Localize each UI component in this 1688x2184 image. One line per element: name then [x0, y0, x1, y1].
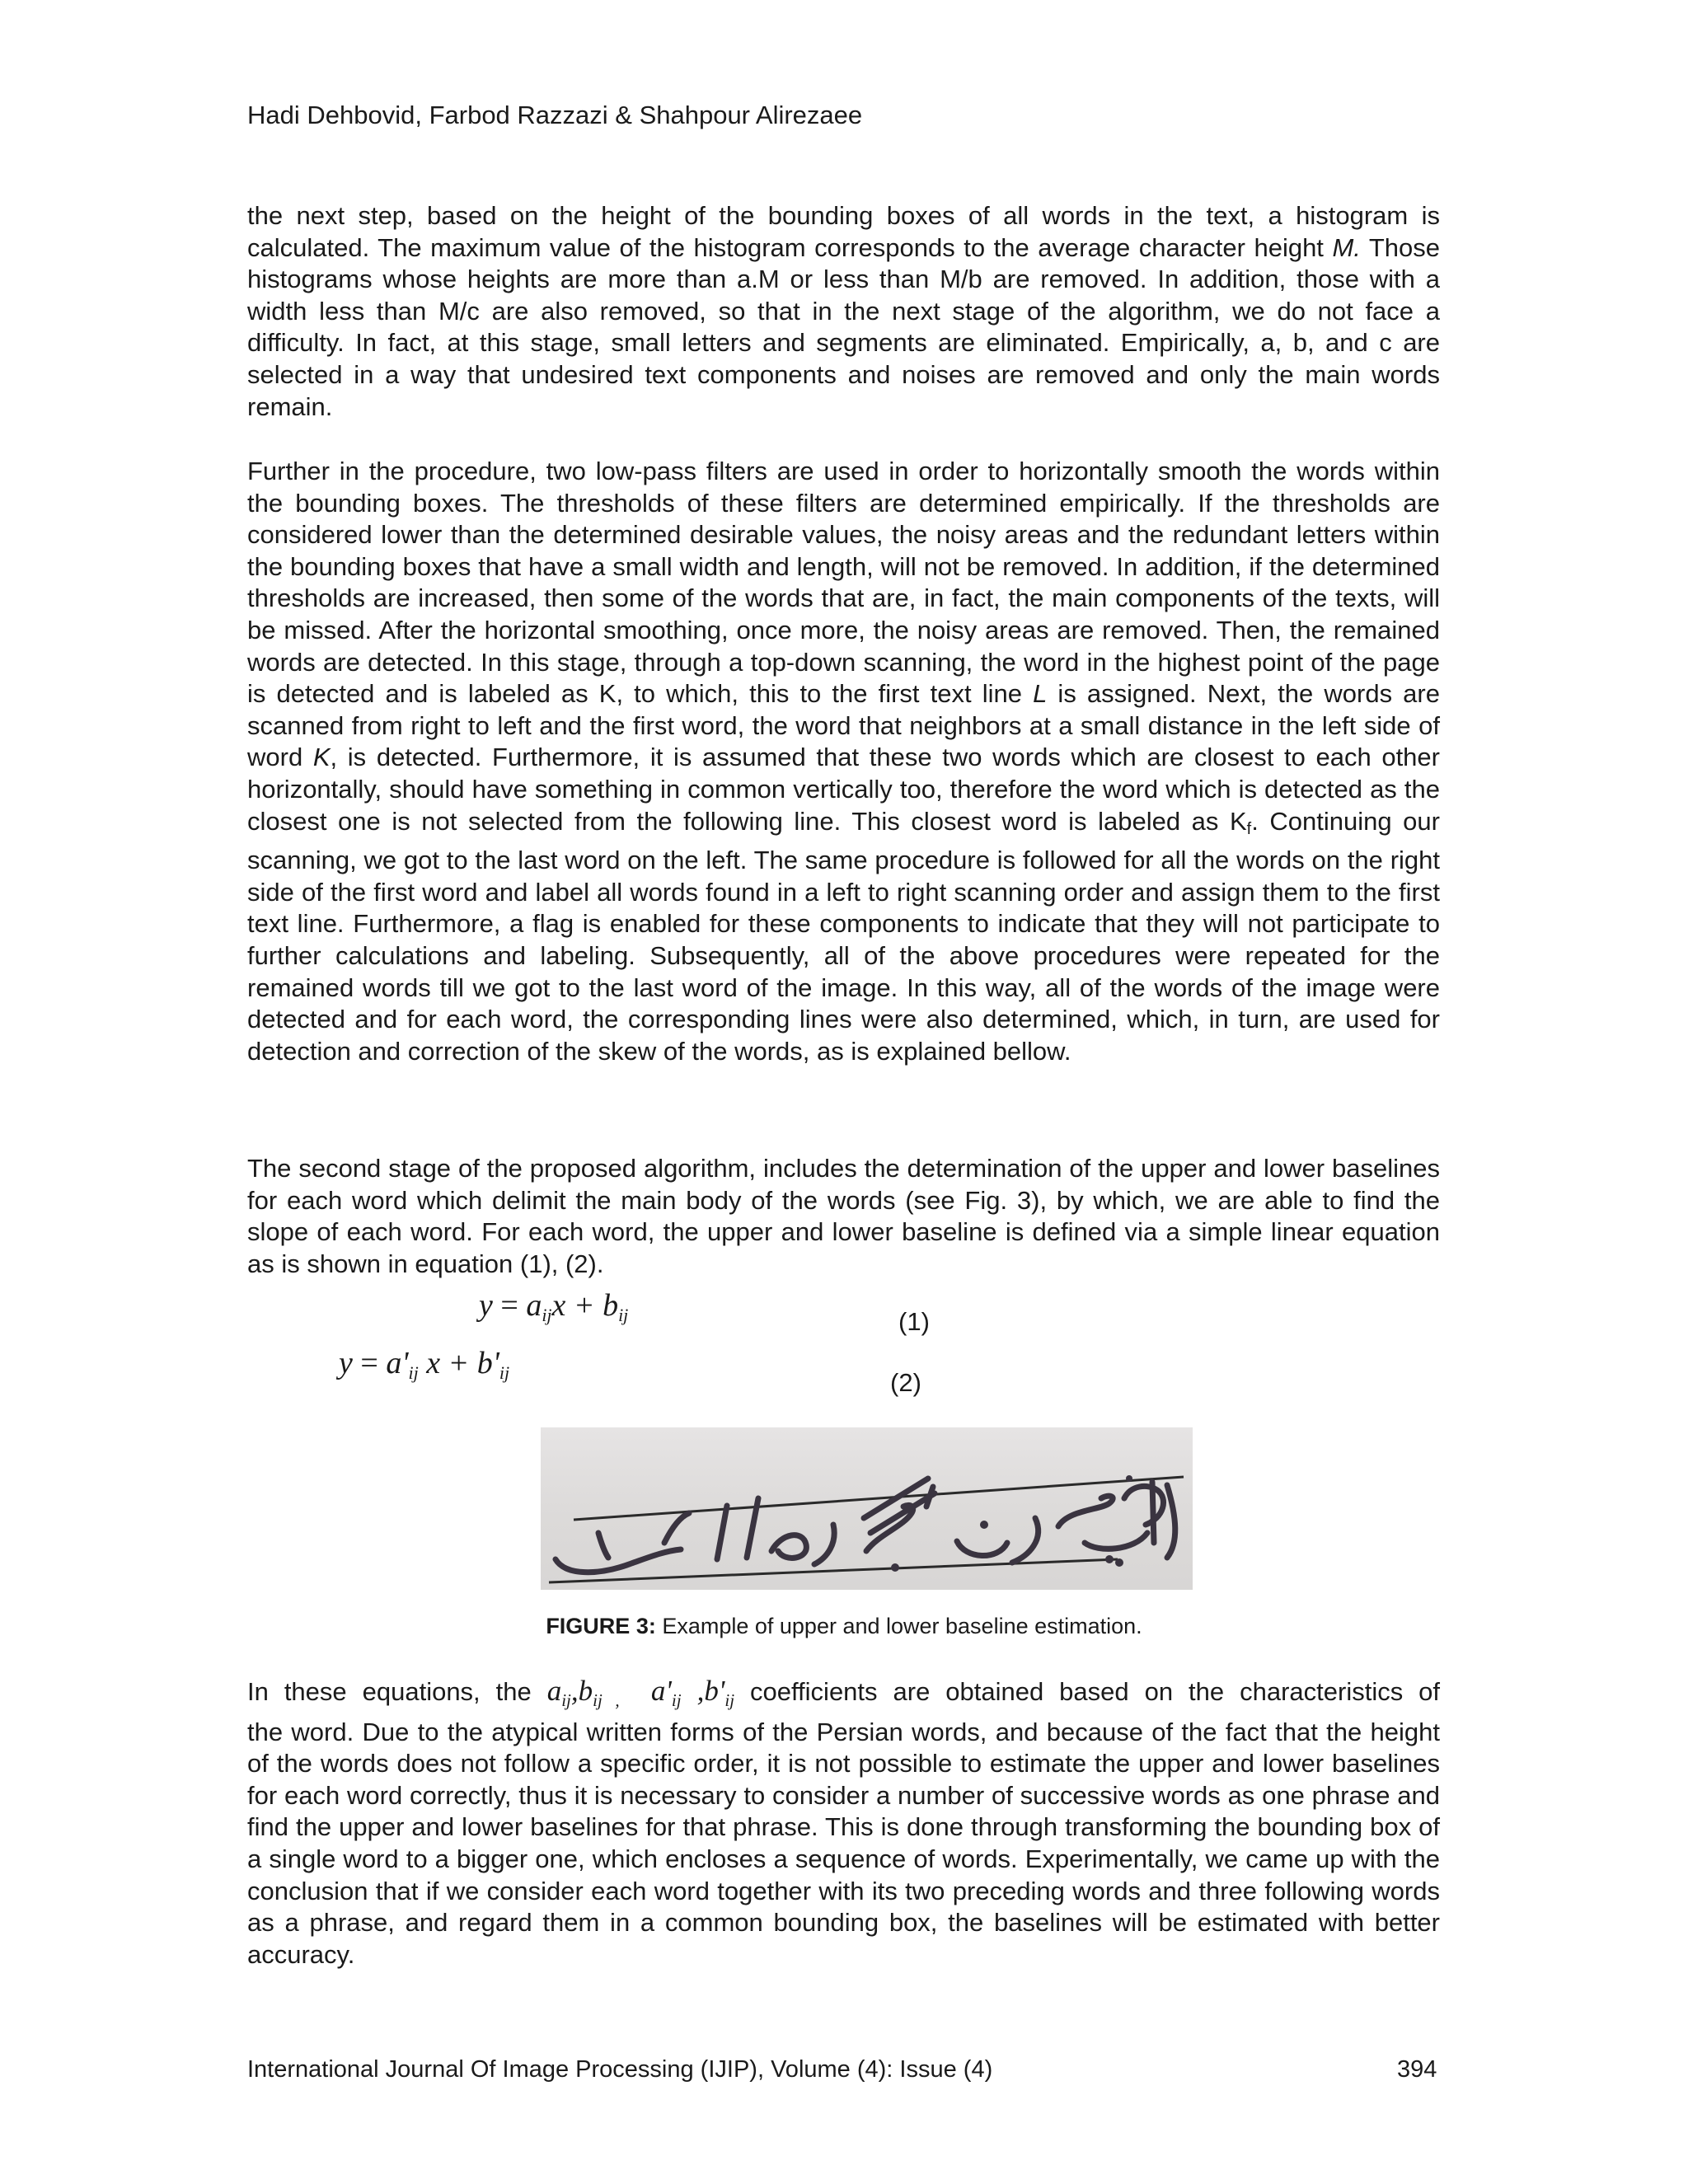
p2-symbol-kf: K: [1229, 806, 1247, 836]
p4-rest: the word. Due to the atypical written forms of the Persian words, and because of the fact that the height of the words does not follow a specific order, it is not possible to estimate the upper and lower baselines for each word correctly, thus it is necessary to consider a number of successive words as one phrase and find the upper and lower baselines for that phrase. This is done through transforming the bounding box of a single word to a bigger one, which encloses a sequence of words. Experimentally, we came up with the conclusion that if we consider each word together with its two preceding words and three following words as a phrase, and regard them in a common bounding box, the baselines will be estimated with better accuracy.: [247, 1717, 1440, 1969]
p2-text-c: , is detected. Furthermore, it is assumed that these two words which are closest to each other horizontally, should have something in common vertically too, therefore the word which is detected as the closest one is not selected from the following line. This closest word is labeled as: [247, 743, 1440, 836]
p1-symbol-m: M.: [1332, 232, 1361, 262]
coefficients-line: [247, 1675, 1440, 1717]
figure-3-caption: [0, 1611, 1688, 1641]
p4-lead: In these equations, the: [247, 1677, 547, 1706]
footer-journal: International Journal Of Image Processing (IJIP), Volume (4): Issue (4): [247, 2056, 993, 2083]
paragraph-baselines-intro: [247, 1153, 1440, 1280]
p3-text: The second stage of the proposed algorithm, includes the determination of the upper and lower baselines for each word which delimit the main body of the words (see Fig. 3), by which, we are able to find the slope of each word. For each word, the upper and lower baseline is defined via a simple linear equation as is shown in equation (1), (2).: [247, 1154, 1440, 1278]
eq1-equals: =: [492, 1288, 527, 1323]
equation-2-number: (2): [890, 1368, 921, 1397]
paragraph-coefficients: [247, 1675, 1440, 1971]
caption-text: Example of upper and lower baseline estimation.: [655, 1614, 1142, 1638]
paragraph-lowpass-scanning: [247, 456, 1440, 1067]
upper-baseline: [574, 1477, 1184, 1520]
eq2-y: y: [339, 1346, 353, 1380]
p2-text-d: . Continuing our scanning, we got to the last word on the left. The same procedure is followed for all the words on the right side of the first word and label all words found in a left to right scanning order and assign them to the first text line. Furthermore, a flag is enabled for these components to indicate that they will not participate to further calculations and labeling. Subsequently, all of the above procedures were repeated for the remained words till we got to the last word of the image. In this way, all of the words of the image were detected and for each word, the corresponding lines were also determined, which, in turn, are used for detection and correction of the skew of the words, as is explained bellow.: [247, 806, 1440, 1066]
equation-2: [339, 1345, 509, 1391]
eq2-b-prime: b': [476, 1346, 499, 1380]
figure-handwritten-persian-word: [541, 1427, 1193, 1590]
p2-symbol-k: K: [312, 743, 331, 772]
eq2-b-subscript: ij: [499, 1362, 510, 1383]
caption-label: FIGURE 3:: [546, 1614, 656, 1638]
eq1-a: a: [526, 1288, 542, 1323]
eq2-equals: =: [352, 1346, 387, 1380]
eq2-a-subscript: ij: [408, 1362, 419, 1383]
eq2-a-prime: a': [386, 1346, 409, 1380]
p2-text-b: is assigned. Next, the words are scanned from right to left and the first word, the word that neighbors at a small distance in the left side of word: [247, 679, 1440, 772]
eq1-y: y: [479, 1288, 493, 1323]
p4-tail: coefficients are obtained based on the characteristics of: [734, 1677, 1441, 1706]
p1-text-a: the next step, based on the height of the bounding boxes of all words in the text, a histogram is calculated. The maximum value of the histogram corresponds to the average character height: [247, 201, 1440, 262]
footer-page-number: 394: [1397, 2056, 1437, 2083]
eq1-b-subscript: ij: [618, 1305, 629, 1325]
handwriting-illustration: [541, 1427, 1193, 1590]
eq1-x-plus: x +: [551, 1288, 603, 1323]
eq1-b: b: [603, 1288, 619, 1323]
handwriting-strokes: [556, 1479, 1175, 1572]
p2-symbol-kf-subscript: f: [1246, 819, 1252, 838]
p2-text-a: Further in the procedure, two low-pass filters are used in order to horizontally smooth the words within the bounding boxes. The thresholds of these filters are determined empirically. If the thresholds are considered lower than the determined desirable values, the noisy areas and the redundant letters within the bounding boxes that have a small width and length, will not be removed. In addition, if the determined thresholds are increased, then some of the words that are, in fact, the main components of the texts, will be missed. After the horizontal smoothing, once more, the noisy areas are removed. Then, the remained words are detected. In this stage, through a top-down scanning, the word in the highest point of the page is detected and is labeled as K, to which, this to the first text line: [247, 457, 1440, 709]
running-header: Hadi Dehbovid, Farbod Razzazi & Shahpour Alirezaee: [247, 101, 863, 129]
equation-1: [479, 1287, 628, 1333]
coeff-a: $a_{ij},b_{ij ,}$ $a'_{ij}$ $,b'_{ij}$: [546, 1675, 735, 1710]
equation-1-number: (1): [898, 1307, 930, 1336]
paragraph-histogram-filtering: [247, 200, 1440, 423]
eq1-a-subscript: ij: [542, 1305, 552, 1325]
p2-symbol-l: L: [1033, 679, 1048, 709]
p1-text-b: Those histograms whose heights are more than a.M or less than M/b are removed. In addition, those with a width less than M/c are also removed, so that in the next stage of the algorithm, we do not face a difficulty. In fact, at this stage, small letters and segments are eliminated. Empirically, a, b, and c are selected in a way that undesired text components and noises are removed and only the main words remain.: [247, 232, 1440, 421]
eq2-x-plus: x +: [418, 1346, 477, 1380]
